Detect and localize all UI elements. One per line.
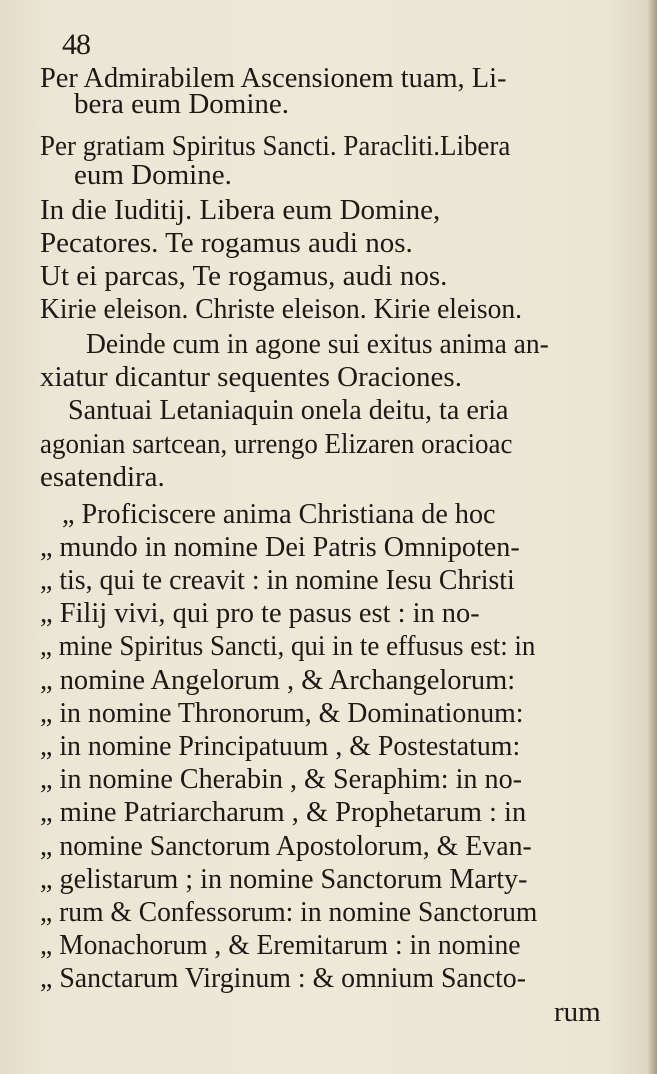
page-number: 48 [62, 28, 90, 61]
text-line: Per gratiam Spiritus Sancti. Paracliti.Libera [40, 130, 511, 162]
text-line: „ tis, qui te creavit : in nomine Iesu Christi [40, 564, 515, 596]
text-line: „ mine Spiritus Sancti, qui in te effusus est: in [40, 630, 536, 662]
text-line: „ gelistarum ; in nomine Sanctorum Marty- [40, 863, 528, 895]
text-line: In die Iuditij. Libera eum Domine, [40, 194, 441, 226]
text-line: esatendira. [40, 461, 165, 493]
text-line: „ nomine Angelorum , & Archangelorum: [40, 664, 516, 696]
text-line: „ Sanctarum Virginum : & omnium Sancto- [40, 962, 526, 994]
text-line: „ nomine Sanctorum Apostolorum, & Evan- [40, 830, 532, 862]
text-line: rum [554, 996, 601, 1028]
text-line: „ mundo in nomine Dei Patris Omnipoten- [40, 531, 520, 563]
text-line: „ in nomine Principatuum , & Postestatum: [40, 730, 521, 762]
text-line: Ut ei parcas, Te rogamus, audi nos. [40, 260, 448, 292]
text-line: „ Monachorum , & Eremitarum : in nomine [40, 929, 521, 961]
text-line: Kirie eleison. Christe eleison. Kirie eleison. [40, 293, 523, 325]
text-line: „ rum & Confessorum: in nomine Sanctorum [40, 896, 538, 928]
text-line: Santuai Letaniaquin onela deitu, ta eria [68, 394, 509, 426]
text-line: Per Admirabilem Ascensionem tuam, Li- [40, 62, 507, 94]
text-line: xiatur dicantur sequentes Oraciones. [40, 361, 462, 393]
text-line: Pecatores. Te rogamus audi nos. [40, 227, 413, 259]
text-line: „ in nomine Cherabin , & Seraphim: in no- [40, 763, 523, 795]
text-line: eum Domine. [74, 159, 232, 191]
text-line: Deinde cum in agone sui exitus anima an- [86, 328, 549, 360]
text-line: „ Proficiscere anima Christiana de hoc [62, 498, 496, 530]
page-edge-shadow [647, 0, 657, 1074]
text-line: bera eum Domine. [74, 88, 290, 120]
text-line: „ in nomine Thronorum, & Dominationum: [40, 697, 524, 729]
text-line: „ Filij vivi, qui pro te pasus est : in no- [40, 597, 480, 629]
text-line: agonian sartcean, urrengo Elizaren oracioac [40, 428, 513, 460]
text-line: „ mine Patriarcharum , & Prophetarum : in [40, 796, 527, 828]
